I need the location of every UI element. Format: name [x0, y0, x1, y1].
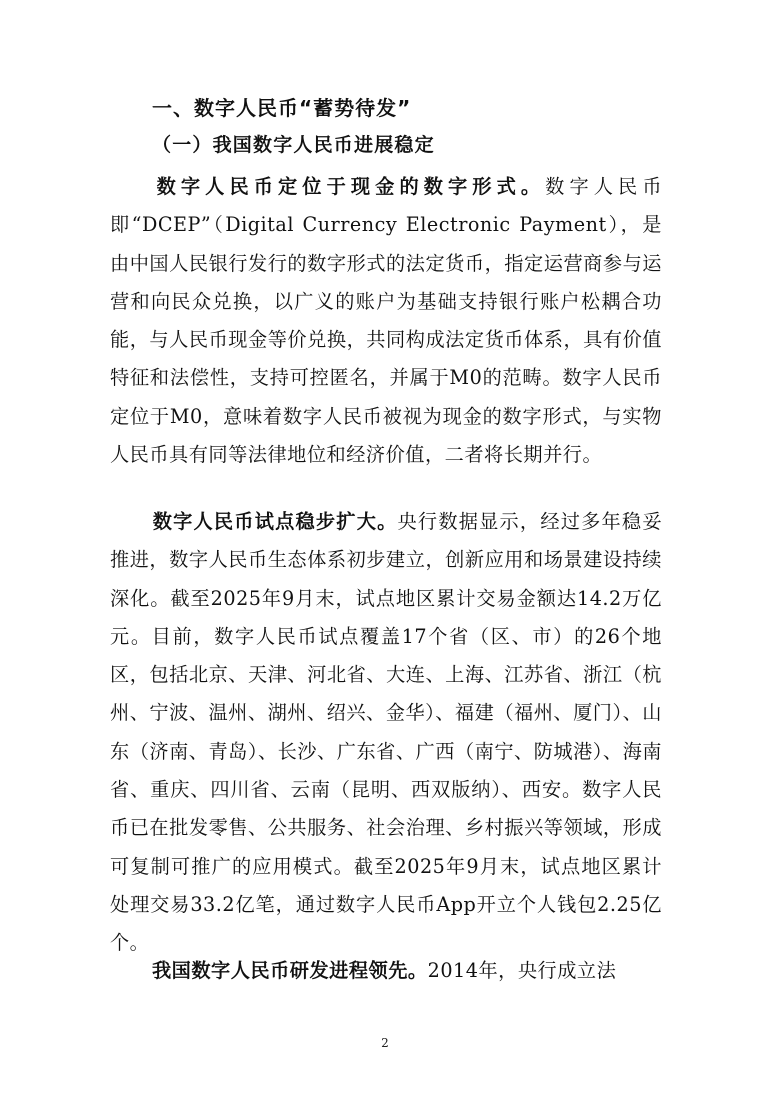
paragraph-lead: 数字人民币试点稳步扩大。: [152, 510, 398, 533]
page-number: 2: [381, 1036, 389, 1050]
paragraph-pilot-expansion: [110, 503, 662, 963]
paragraph-lead: 我国数字人民币研发进程领先。: [152, 959, 428, 982]
paragraph-body: 数字人民币即“DCEP”（Digital Currency Electronic Payment），是由中国人民银行发行的数字形式的法定货币，指定运营商参与运营和向民众兑换，以广义的账户为基础支持银行账户松耦合功能，与人民币现金等价兑换，共同构成法定货币体系，具有价值特征和法偿性，支持可控匿名，并属于M0的范畴。数字人民币定位于M0，意味着数字人民币被视为现金的数字形式，与实物人民币具有同等法律地位和经济价值，二者将长期并行。: [110, 175, 663, 467]
paragraph-body: 央行数据显示，经过多年稳妥推进，数字人民币生态体系初步建立，创新应用和场景建设持续深化。截至2025年9月末，试点地区累计交易金额达14.2万亿元。目前，数字人民币试点覆盖17个省（区、市）的26个地区，包括北京、天津、河北省、大连、上海、江苏省、浙江（杭州、宁波、温州、湖州、绍兴、金华）、福建（福州、厦门）、山东（济南、青岛）、长沙、广东省、广西（南宁、防城港）、海南省、重庆、四川省、云南（昆明、西双版纳）、西安。数字人民币已在批发零售、公共服务、社会治理、乡村振兴等领域，形成可复制可推广的应用模式。截至2025年9月末，试点地区累计处理交易33.2亿笔，通过数字人民币App开立个人钱包2.25亿个。: [110, 510, 663, 955]
subsection-heading: （一）我国数字人民币进展稳定: [152, 134, 435, 156]
paragraph-rd-progress: [110, 952, 662, 990]
paragraph-lead: 数字人民币定位于现金的数字形式。: [152, 175, 546, 198]
section-heading: 一、数字人民币“蓄势待发”: [152, 96, 412, 120]
paragraph-body: 2014年，央行成立法: [427, 959, 617, 982]
paragraph-dcep-definition: [110, 168, 662, 474]
